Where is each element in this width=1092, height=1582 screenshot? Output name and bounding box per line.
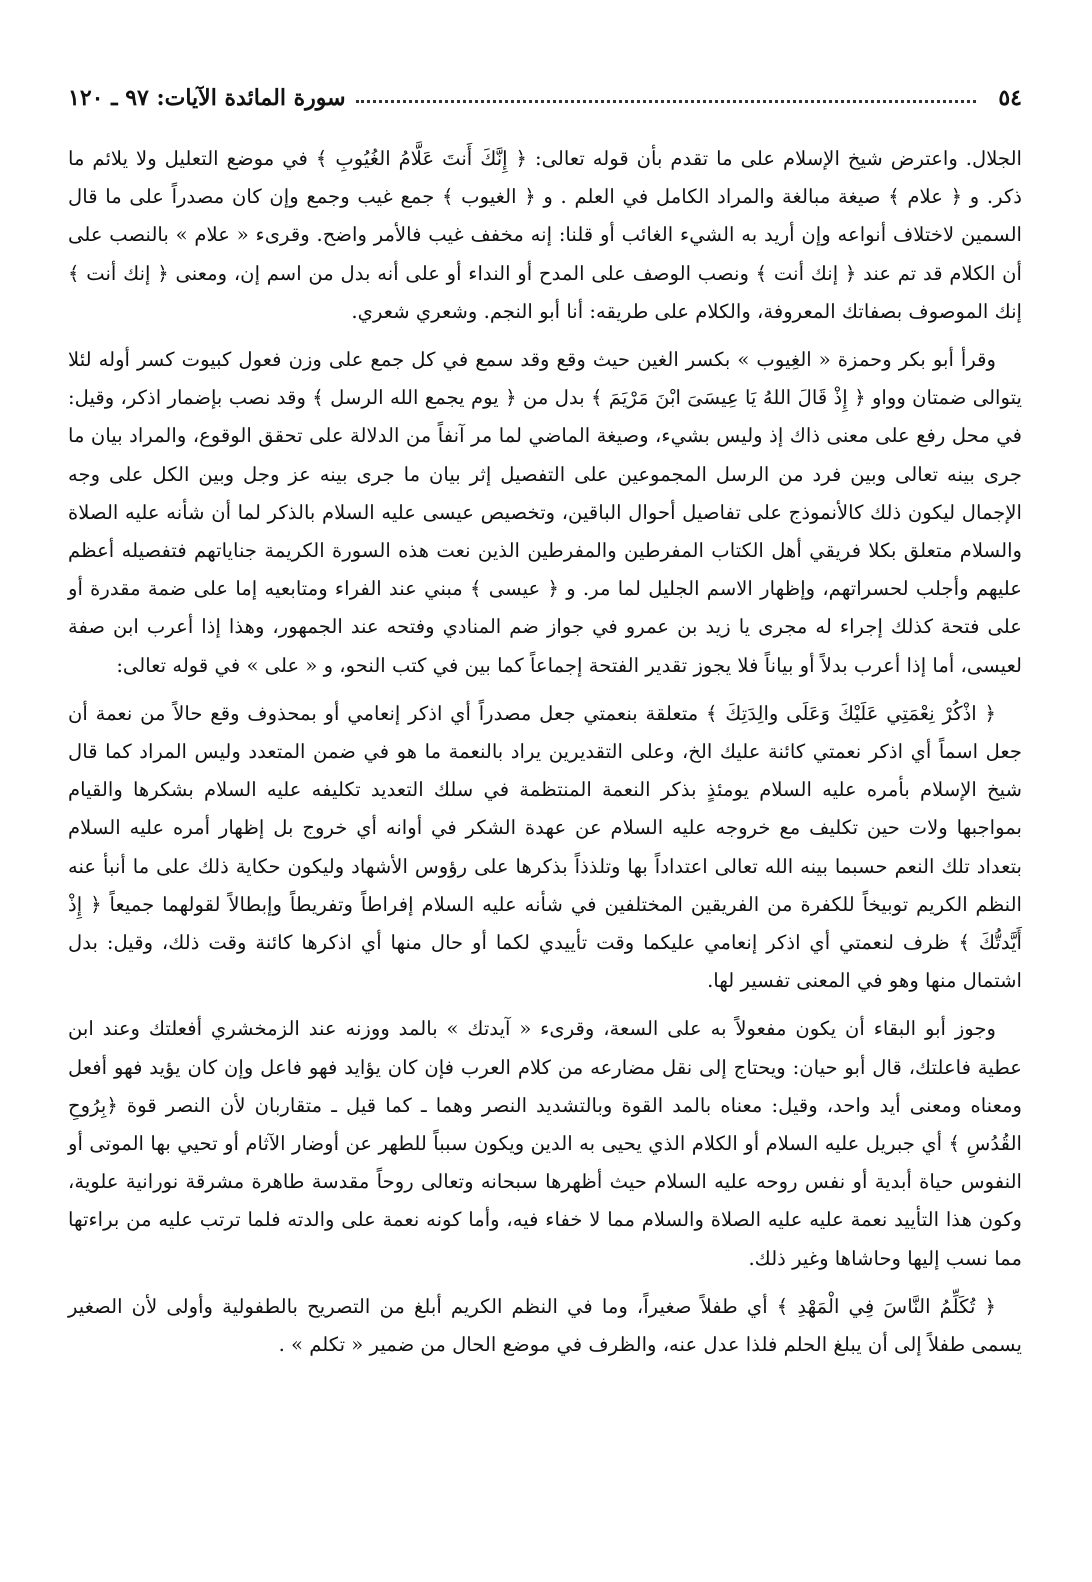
page-body bbox=[68, 140, 1022, 1374]
paragraph: الجلال. واعترض شيخ الإسلام على ما تقدم بأن قوله تعالى: ﴿ إِنَّكَ أَنتَ عَلَّامُ الغُيُوبِ ﴾ في موضع التعليل ولا يلائم ما ذكر. و ﴿ علام ﴾ صيغة مبالغة والمراد الكامل في العلم . و ﴿ الغيوب ﴾ جمع غيب وجمع وإن كان مصدراً على ما قال السمين لاختلاف أنواعه وإن أريد به الشيء الغائب أو قلنا: إنه مخفف غيب فالأمر واضح. وقرىء « علام » بالنصب على أن الكلام قد تم عند ﴿ إنك أنت ﴾ ونصب الوصف على المدح أو النداء أو على أنه بدل من اسم إن، ومعنى ﴿ إنك أنت ﴾ إنك الموصوف بصفاتك المعروفة، والكلام على طريقه: أنا أبو النجم. وشعري شعري. bbox=[68, 147, 1022, 323]
page-header bbox=[68, 80, 1022, 116]
running-title: سورة المائدة الآيات: ٩٧ ـ ١٢٠ bbox=[68, 85, 346, 111]
paragraph: ﴿ تُكَلِّمُ النَّاسَ فِي الْمَهْدِ ﴾ أي طفلاً صغيراً، وما في النظم الكريم أبلغ من التصريح بالطفولية وأولى لأن الصغير يسمى طفلاً إلى أن يبلغ الحلم فلذا عدل عنه، والظرف في موضع الحال من ضمير « تكلم » . bbox=[68, 1294, 1022, 1357]
paragraph: وجوز أبو البقاء أن يكون مفعولاً به على السعة، وقرىء « آيدتك » بالمد ووزنه عند الزمخشري أفعلتك وعند ابن عطية فاعلتك، قال أبو حيان: ويحتاج إلى نقل مضارعه من كلام العرب فإن كان يؤايد فهو فاعل وإن كان يؤيد فهو أفعل ومعناه ومعنى أيد واحد، وقيل: معناه بالمد القوة وبالتشديد النصر وهما ـ كما قيل ـ متقاربان لأن النصر قوة ﴿بِرُوحِ القُدُسِ ﴾ أي جبريل عليه السلام أو الكلام الذي يحيى به الدين ويكون سبباً للطهر عن أوضار الآثام أو تحيي بها الموتى أو النفوس حياة أبدية أو نفس روحه عليه السلام حيث أظهرها سبحانه وتعالى روحاً مقدسة طاهرة مشرقة نورانية علوية، وكون هذا التأييد نعمة عليه عليه الصلاة والسلام مما لا خفاء فيه، وأما كونه نعمة على والدته فلما ترتب عليه من براءتها مما نسب إليها وحاشاها وغير ذلك. bbox=[68, 1017, 1022, 1270]
page-number: ٥٤ bbox=[998, 85, 1022, 111]
paragraph: ﴿ اذْكُرْ نِعْمَتِي عَلَيْكَ وَعَلَى والِدَتِكَ ﴾ متعلقة بنعمتي جعل مصدراً أي اذكر إنعامي أو بمحذوف وقع حالاً من نعمة أن جعل اسماً أي اذكر نعمتي كائنة عليك الخ، وعلى التقديرين يراد بالنعمة ما هو في ضمن المتعدد وليس المراد كما قال شيخ الإسلام بأمره عليه السلام يومئذٍ بذكر النعمة المنتظمة في سلك التعديد تكليفه عليه السلام بشكرها والقيام بمواجبها ولات حين تكليف مع خروجه عليه السلام عن عهدة الشكر في أوانه أي خروج بل إظهار أمره عليه السلام بتعداد تلك النعم حسبما بينه الله تعالى اعتداداً بها وتلذذاً بذكرها على رؤوس الأشهاد وليكون حكاية ذلك على ما أنبأ عنه النظم الكريم توبيخاً للكفرة من الفريقين المختلفين في شأنه عليه السلام إفراطاً وتفريطاً وإبطالاً لقولهما جميعاً ﴿ إِذْ أَيَّدتُّكَ ﴾ ظرف لنعمتي أي اذكر إنعامي عليكما وقت تأييدي لكما أو حال منها أي اذكرها كائنة وقت ذلك، وقيل: بدل اشتمال منها وهو في المعنى تفسير لها. bbox=[68, 701, 1022, 993]
paragraph: وقرأ أبو بكر وحمزة « الغِيوب » بكسر الغين حيث وقع وقد سمع في كل جمع على وزن فعول كبيوت كسر أوله لئلا يتوالى ضمتان وواو ﴿ إِذْ قَالَ اللهُ يَا عِيسَىَ ابْنَ مَرْيَمَ ﴾ بدل من ﴿ يوم يجمع الله الرسل ﴾ وقد نصب بإضمار اذكر، وقيل: في محل رفع على معنى ذاك إذ وليس بشيء، وصيغة الماضي لما مر آنفاً من الدلالة على تحقق الوقوع، والمراد بيان ما جرى بينه تعالى وبين فرد من الرسل المجموعين على التفصيل إثر بيان ما جرى بينه عز وجل وبين الكل على وجه الإجمال ليكون ذلك كالأنموذج على تفاصيل أحوال الباقين، وتخصيص عيسى عليه السلام بالذكر لما أن شأنه عليه الصلاة والسلام متعلق بكلا فريقي أهل الكتاب المفرطين والمفرطين الذين نعت هذه السورة الكريمة جناياتهم فتفصيله أعظم عليهم وأجلب لحسراتهم، وإظهار الاسم الجليل لما مر. و ﴿ عيسى ﴾ مبني عند الفراء ومتابعيه إما على ضمة مقدرة أو على فتحة كذلك إجراء له مجرى يا زيد بن عمرو في جواز ضم المنادي وفتحه عند الجمهور، وهذا إذا أعرب ابن صفة لعيسى، أما إذا أعرب بدلاً أو بياناً فلا يجوز تقدير الفتحة إجماعاً كما بين في كتب النحو، و « على » في قوله تعالى: bbox=[68, 348, 1022, 677]
header-dotted-leader bbox=[356, 100, 977, 103]
